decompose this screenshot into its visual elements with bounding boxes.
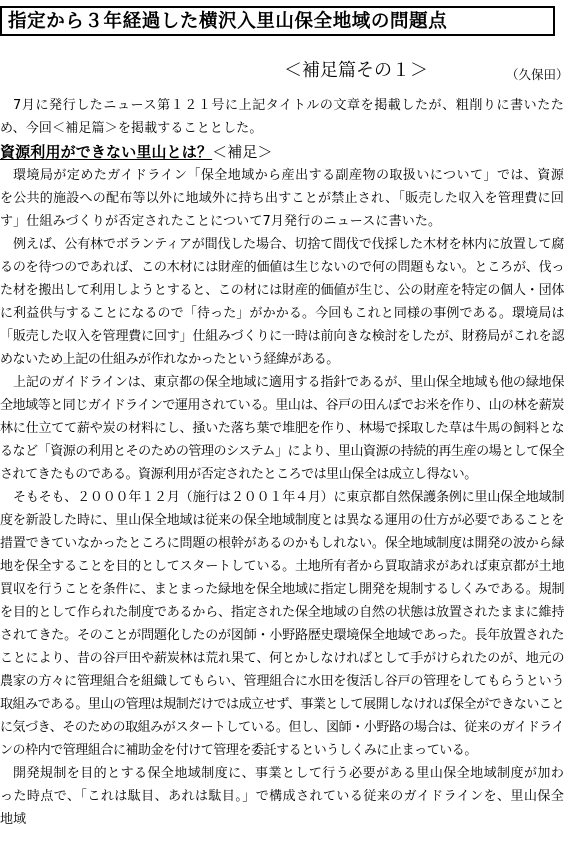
paragraph-2: 例えば、公有林でボランティアが間伐した場合、切捨て間伐で伐採した木材を林内に放置して腐るのを待つのであれば、この木材には財産的価値は生じないので何の問題もない。ところが、伐った材を搬出して利用しようとすると、この材には財産的価値が生じ、公の財産を特定の個人・団体に利益供与することになるので「待った」がかかる。今回もこれと同様の事例である。環境局は「販売した収入を管理費に回す」仕組みづくりに一時は前向きな検討をしたが、財務局がこれを認めないため上記の仕組みが作れなかったという経緯がある。	[0, 237, 564, 367]
article-body	[0, 94, 564, 831]
paragraph-1: 環境局が定めたガイドライン「保全地域から産出する副産物の取扱いについて」では、資源を公共的施設への配布等以外に地域外に持ち出すことが禁止され、「販売した収入を管理費に回す」仕組みづくりが否定されたことについて7月発行のニュースに書いた。	[0, 168, 564, 229]
intro-paragraph: 7月に発行したニュース第１２１号に上記タイトルの文章を掲載したが、粗削りに書いたため、今回＜補足篇＞を掲載することとした。	[0, 98, 564, 136]
section-heading	[0, 140, 564, 164]
author-name: （久保田）	[506, 67, 569, 82]
paragraph-5: 開発規制を目的とする保全地域制度に、事業として行う必要がある里山保全地域制度が加わった時点で、「これは駄目、あれは駄目。」で構成されている従来のガイドラインを、里山保全地域	[0, 766, 564, 827]
title-box	[0, 6, 555, 36]
paragraph-4: そもそも、２０００年１２月（施行は２００１年４月）に東京都自然保護条例に里山保全地域制度を新設した時に、里山保全地域は従来の保全地域制度とは異なる運用の仕方が必要であることを措置できていなかったところに問題の根幹があるのかもしれない。保全地域制度は開発の波から緑地を保全することを目的としてスタートしている。土地所有者から買取請求があれば東京都が土地買収を行うことを条件に、まとまった緑地を保全地域に指定し開発を規制するしくみである。規制を目的として作られた制度であるから、指定された保全地域の自然の状態は放置されたままに維持されてきた。そのことが問題化したのが図師・小野路歴史環境保全地域であった。長年放置されたことにより、昔の谷戸田や薪炭林は荒れ果て、何とかしなければとして手がけられたのが、地元の農家の方々に管理組合を組織してもらい、管理組合に水田を復活し谷戸の管理をしてもらうという取組みである。里山の管理は規制だけでは成立せず、事業として展開しなければ保全ができないことに気づき、そのための取組みがスタートしている。但し、図師・小野路の場合は、従来のガイドラインの枠内で管理組合に補助金を付けて管理を委託するというしくみに止まっている。	[0, 490, 564, 758]
section-heading-suffix: ＜補足＞	[212, 143, 273, 161]
paragraph-3: 上記のガイドラインは、東京都の保全地域に適用する指針であるが、里山保全地域も他の緑地保全地域等と同じガイドラインで運用されている。里山は、谷戸の田んぼでお米を作り、山の林を薪炭林に仕立てて薪や炭の材料にし、掻いた落ち葉で堆肥を作り、林場で採取した草は牛馬の飼料となるなど「資源の利用とそのための管理のシステム」により、里山資源の持続的再生産の場として保全されてきたものである。資源利用が否定されたところでは里山保全は成立し得ない。	[0, 375, 564, 482]
page-subtitle: ＜補足篇その１＞	[284, 60, 428, 81]
section-heading-main: 資源利用ができない里山とは？	[0, 143, 213, 161]
page-title: 指定から３年経過した横沢入里山保全地域の問題点	[8, 11, 448, 32]
